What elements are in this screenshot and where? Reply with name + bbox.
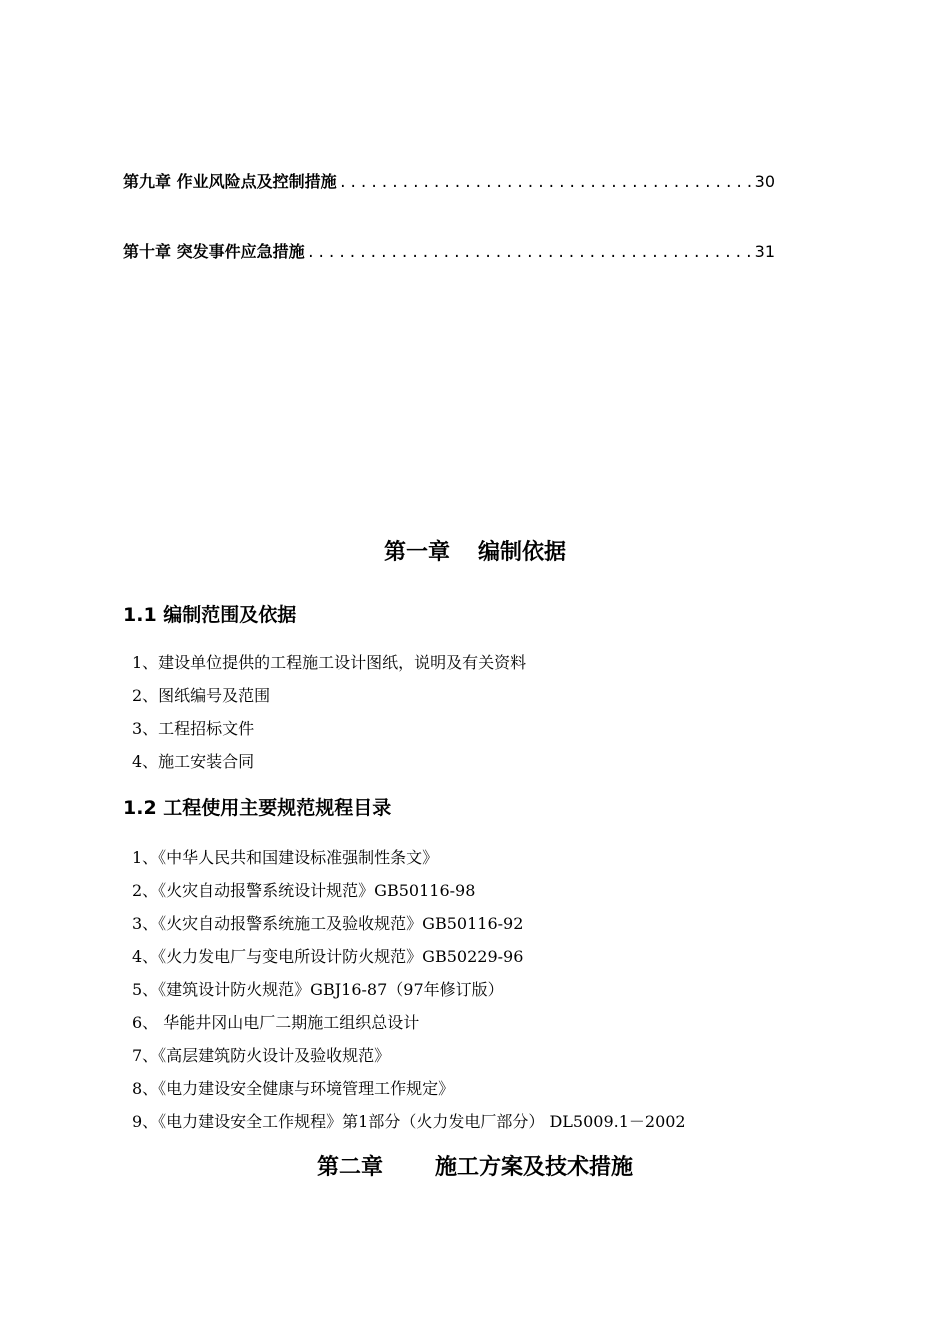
section-1-1-heading: 1.1 编制范围及依据 [123, 604, 297, 626]
chapter-1-heading [0, 535, 950, 566]
list-item: 4、施工安装合同 [132, 752, 255, 771]
list-item: 1、《中华人民共和国建设标准强制性条文》 [132, 848, 439, 867]
list-item: 4、《火力发电厂与变电所设计防火规范》GB50229-96 [132, 947, 524, 966]
toc-page-number: 30 [754, 172, 775, 191]
list-item: 1、建设单位提供的工程施工设计图纸，说明及有关资料 [132, 653, 527, 672]
list-item: 5、《建筑设计防火规范》GBJ16-87（97年修订版） [132, 980, 504, 999]
list-item: 3、工程招标文件 [132, 719, 255, 738]
list-item: 3、《火灾自动报警系统施工及验收规范》GB50116-92 [132, 914, 524, 933]
list-item: 9、《电力建设安全工作规程》第1部分（火力发电厂部分） DL5009.1－2002 [132, 1112, 686, 1131]
toc-page-number: 31 [754, 242, 775, 261]
toc-title: 第九章 作业风险点及控制措施 [123, 172, 337, 191]
list-item: 7、《高层建筑防火设计及验收规范》 [132, 1046, 391, 1065]
toc-leader-dots [307, 245, 753, 261]
chapter-2-heading [0, 1150, 950, 1181]
chapter-title: 施工方案及技术措施 [435, 1155, 634, 1180]
list-item: 6、 华能井冈山电厂二期施工组织总设计 [132, 1013, 420, 1032]
chapter-number: 第二章 [316, 1155, 383, 1180]
chapter-number: 第一章 [383, 540, 450, 565]
chapter-title: 编制依据 [478, 540, 567, 565]
toc-title: 第十章 突发事件应急措施 [123, 242, 305, 261]
toc-entry-chapter-10[interactable] [123, 239, 775, 262]
toc-entry-chapter-9[interactable] [123, 169, 775, 192]
list-item: 2、《火灾自动报警系统设计规范》GB50116-98 [132, 881, 476, 900]
toc-leader-dots [339, 175, 753, 191]
section-1-2-heading: 1.2 工程使用主要规范规程目录 [123, 797, 392, 819]
list-item: 8、《电力建设安全健康与环境管理工作规定》 [132, 1079, 455, 1098]
list-item: 2、图纸编号及范围 [132, 686, 271, 705]
